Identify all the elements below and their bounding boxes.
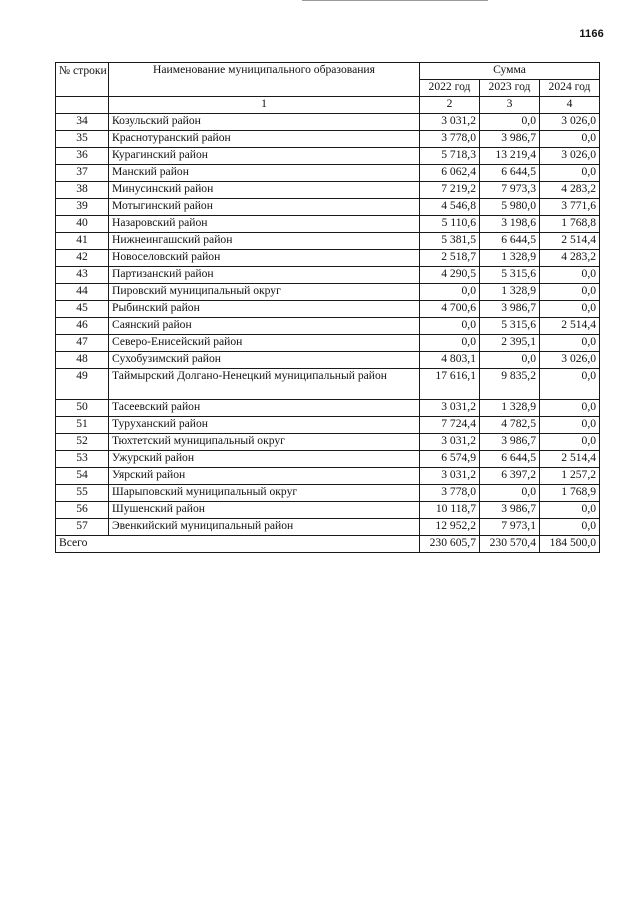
table-row <box>56 519 600 536</box>
total-2024: 184 500,0 <box>540 536 600 553</box>
table-row <box>56 216 600 233</box>
value-2024: 0,0 <box>540 165 600 182</box>
header-index-1: 1 <box>109 97 420 114</box>
municipality-name: Ужурский район <box>109 451 420 468</box>
value-2023: 6 644,5 <box>480 451 540 468</box>
value-2024: 0,0 <box>540 301 600 318</box>
value-2024: 0,0 <box>540 284 600 301</box>
value-2024: 1 768,8 <box>540 216 600 233</box>
row-number: 35 <box>56 131 109 148</box>
table-row <box>56 233 600 250</box>
value-2022: 17 616,1 <box>420 369 480 400</box>
value-2022: 6 062,4 <box>420 165 480 182</box>
value-2024: 0,0 <box>540 434 600 451</box>
table-row <box>56 148 600 165</box>
value-2023: 5 315,6 <box>480 318 540 335</box>
table-row <box>56 352 600 369</box>
table-row <box>56 318 600 335</box>
value-2023: 0,0 <box>480 485 540 502</box>
value-2022: 6 574,9 <box>420 451 480 468</box>
table-row <box>56 485 600 502</box>
value-2023: 9 835,2 <box>480 369 540 400</box>
value-2022: 3 778,0 <box>420 485 480 502</box>
table-row <box>56 165 600 182</box>
table-row <box>56 417 600 434</box>
value-2023: 7 973,3 <box>480 182 540 199</box>
value-2024: 1 768,9 <box>540 485 600 502</box>
value-2024: 3 771,6 <box>540 199 600 216</box>
value-2023: 1 328,9 <box>480 284 540 301</box>
municipality-name: Рыбинский район <box>109 301 420 318</box>
table-row <box>56 182 600 199</box>
value-2024: 2 514,4 <box>540 233 600 250</box>
value-2023: 13 219,4 <box>480 148 540 165</box>
municipality-name: Козульский район <box>109 114 420 131</box>
municipality-name: Партизанский район <box>109 267 420 284</box>
value-2024: 3 026,0 <box>540 114 600 131</box>
row-number: 52 <box>56 434 109 451</box>
row-number: 55 <box>56 485 109 502</box>
value-2023: 6 397,2 <box>480 468 540 485</box>
value-2022: 0,0 <box>420 318 480 335</box>
value-2024: 0,0 <box>540 519 600 536</box>
municipality-name: Эвенкийский муниципальный район <box>109 519 420 536</box>
municipality-name: Курагинский район <box>109 148 420 165</box>
value-2023: 3 986,7 <box>480 131 540 148</box>
value-2024: 2 514,4 <box>540 318 600 335</box>
table-header <box>56 63 600 114</box>
municipality-name: Сухобузимский район <box>109 352 420 369</box>
table-row <box>56 301 600 318</box>
value-2024: 4 283,2 <box>540 182 600 199</box>
value-2024: 0,0 <box>540 417 600 434</box>
header-year-2024: 2024 год <box>540 80 600 97</box>
table-row <box>56 400 600 417</box>
value-2024: 3 026,0 <box>540 148 600 165</box>
row-number: 47 <box>56 335 109 352</box>
value-2022: 3 031,2 <box>420 468 480 485</box>
value-2023: 4 782,5 <box>480 417 540 434</box>
value-2023: 3 198,6 <box>480 216 540 233</box>
row-number: 37 <box>56 165 109 182</box>
value-2022: 5 718,3 <box>420 148 480 165</box>
value-2022: 3 031,2 <box>420 434 480 451</box>
header-sum: Сумма <box>420 63 600 80</box>
table-row <box>56 451 600 468</box>
table-row <box>56 114 600 131</box>
value-2023: 3 986,7 <box>480 502 540 519</box>
value-2022: 4 700,6 <box>420 301 480 318</box>
row-number: 57 <box>56 519 109 536</box>
row-number: 53 <box>56 451 109 468</box>
table-row <box>56 199 600 216</box>
value-2022: 3 778,0 <box>420 131 480 148</box>
table-row <box>56 284 600 301</box>
value-2023: 0,0 <box>480 352 540 369</box>
row-number: 34 <box>56 114 109 131</box>
municipality-name: Тюхтетский муниципальный округ <box>109 434 420 451</box>
header-index-4: 4 <box>540 97 600 114</box>
municipality-name: Назаровский район <box>109 216 420 233</box>
table-row <box>56 335 600 352</box>
value-2024: 0,0 <box>540 502 600 519</box>
row-number: 46 <box>56 318 109 335</box>
municipality-name: Тасеевский район <box>109 400 420 417</box>
row-number: 49 <box>56 369 109 400</box>
value-2024: 4 283,2 <box>540 250 600 267</box>
row-number: 42 <box>56 250 109 267</box>
table-row <box>56 369 600 400</box>
table-footer <box>56 536 600 553</box>
municipality-name: Пировский муниципальный округ <box>109 284 420 301</box>
municipality-name: Нижнеингашский район <box>109 233 420 250</box>
total-row <box>56 536 600 553</box>
table-body <box>56 114 600 536</box>
row-number: 50 <box>56 400 109 417</box>
municipality-name: Уярский район <box>109 468 420 485</box>
row-number: 43 <box>56 267 109 284</box>
value-2022: 5 110,6 <box>420 216 480 233</box>
table-row <box>56 502 600 519</box>
header-index-3: 3 <box>480 97 540 114</box>
row-number: 41 <box>56 233 109 250</box>
value-2023: 5 980,0 <box>480 199 540 216</box>
value-2023: 6 644,5 <box>480 233 540 250</box>
table-row <box>56 250 600 267</box>
value-2022: 4 290,5 <box>420 267 480 284</box>
value-2022: 2 518,7 <box>420 250 480 267</box>
header-index-2: 2 <box>420 97 480 114</box>
value-2023: 1 328,9 <box>480 250 540 267</box>
row-number: 44 <box>56 284 109 301</box>
municipality-name: Саянский район <box>109 318 420 335</box>
value-2024: 0,0 <box>540 335 600 352</box>
value-2024: 0,0 <box>540 369 600 400</box>
value-2023: 6 644,5 <box>480 165 540 182</box>
value-2023: 5 315,6 <box>480 267 540 284</box>
row-number: 36 <box>56 148 109 165</box>
value-2023: 1 328,9 <box>480 400 540 417</box>
value-2023: 3 986,7 <box>480 434 540 451</box>
municipality-name: Мотыгинский район <box>109 199 420 216</box>
value-2024: 1 257,2 <box>540 468 600 485</box>
value-2023: 2 395,1 <box>480 335 540 352</box>
table-row <box>56 434 600 451</box>
value-2022: 0,0 <box>420 335 480 352</box>
row-number: 54 <box>56 468 109 485</box>
value-2023: 7 973,1 <box>480 519 540 536</box>
total-label: Всего <box>56 536 420 553</box>
row-number: 48 <box>56 352 109 369</box>
value-2024: 0,0 <box>540 267 600 284</box>
value-2022: 3 031,2 <box>420 400 480 417</box>
municipality-name: Новоселовский район <box>109 250 420 267</box>
municipality-name: Шарыповский муниципальный округ <box>109 485 420 502</box>
value-2022: 4 803,1 <box>420 352 480 369</box>
header-year-2022: 2022 год <box>420 80 480 97</box>
row-number: 39 <box>56 199 109 216</box>
row-number: 56 <box>56 502 109 519</box>
row-number: 51 <box>56 417 109 434</box>
value-2022: 3 031,2 <box>420 114 480 131</box>
table-row <box>56 267 600 284</box>
municipality-name: Шушенский район <box>109 502 420 519</box>
header-index-blank <box>56 97 109 114</box>
total-2023: 230 570,4 <box>480 536 540 553</box>
subsidy-table <box>55 62 600 553</box>
header-municipality-name: Наименование муниципального образования <box>109 63 420 97</box>
value-2024: 0,0 <box>540 131 600 148</box>
total-2022: 230 605,7 <box>420 536 480 553</box>
page-number: 1166 <box>579 28 604 40</box>
value-2022: 4 546,8 <box>420 199 480 216</box>
value-2022: 10 118,7 <box>420 502 480 519</box>
value-2022: 0,0 <box>420 284 480 301</box>
value-2022: 7 219,2 <box>420 182 480 199</box>
value-2022: 5 381,5 <box>420 233 480 250</box>
municipality-name: Манский район <box>109 165 420 182</box>
top-rule <box>302 0 488 1</box>
municipality-name: Таймырский Долгано-Ненецкий муниципальный район <box>109 369 420 400</box>
header-row-number: № строки <box>56 63 109 97</box>
row-number: 38 <box>56 182 109 199</box>
value-2023: 0,0 <box>480 114 540 131</box>
value-2022: 12 952,2 <box>420 519 480 536</box>
municipality-name: Северо-Енисейский район <box>109 335 420 352</box>
value-2024: 0,0 <box>540 400 600 417</box>
header-year-2023: 2023 год <box>480 80 540 97</box>
value-2022: 7 724,4 <box>420 417 480 434</box>
value-2024: 2 514,4 <box>540 451 600 468</box>
value-2023: 3 986,7 <box>480 301 540 318</box>
row-number: 40 <box>56 216 109 233</box>
municipality-name: Краснотуранский район <box>109 131 420 148</box>
table-row <box>56 131 600 148</box>
municipality-name: Минусинский район <box>109 182 420 199</box>
row-number: 45 <box>56 301 109 318</box>
municipality-name: Туруханский район <box>109 417 420 434</box>
value-2024: 3 026,0 <box>540 352 600 369</box>
table-row <box>56 468 600 485</box>
